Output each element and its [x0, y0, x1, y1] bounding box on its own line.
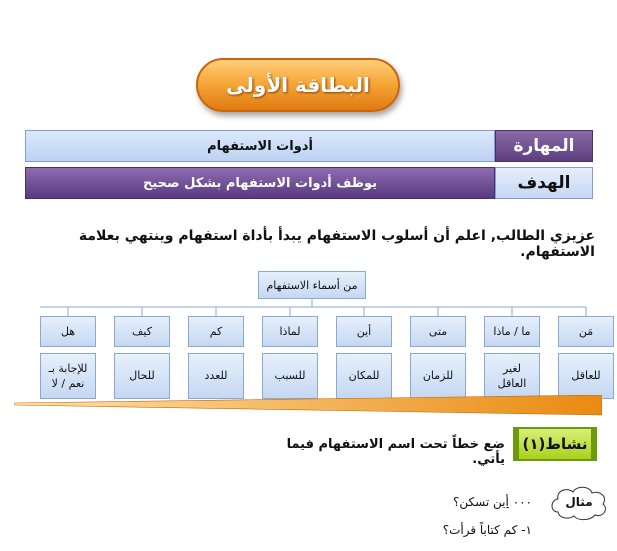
exercise-number: ١- — [521, 523, 532, 537]
intro-text: عزيزي الطالب, اعلم أن أسلوب الاستفهام يبدأ بأداة استفهام وينتهي بعلامة الاستفهام. — [78, 228, 595, 260]
skill-value: أدوات الاستفهام — [25, 130, 495, 162]
tool-box: كيف — [114, 316, 170, 347]
wedge-divider — [14, 395, 602, 419]
activity-badge: نشاط(١) — [513, 427, 597, 461]
goal-label: الهدف — [495, 167, 593, 199]
use-box: للحال — [114, 353, 170, 399]
use-box: للزمان — [410, 353, 466, 399]
tool-box: لماذا — [262, 316, 318, 347]
exercise-text: كم كتاباً قرأت؟ — [442, 523, 518, 537]
use-box: لغير العاقل — [484, 353, 540, 399]
tool-box: ما / ماذا — [484, 316, 540, 347]
use-box: للسبب — [262, 353, 318, 399]
example-underlined-word: أين — [493, 495, 509, 509]
exercise-item-1 — [232, 523, 532, 537]
goal-value: يوظف أدوات الاستفهام بشكل صحيح — [25, 167, 495, 199]
example-rest: تسكن؟ — [453, 495, 494, 509]
example-label: مثال — [565, 495, 593, 509]
example-sentence — [232, 495, 532, 509]
skill-row — [25, 130, 593, 162]
card-title: البطاقة الأولى — [196, 58, 400, 112]
use-box: للإجابة بـ نعم / لا — [40, 353, 96, 399]
tool-box: كم — [188, 316, 244, 347]
goal-row — [25, 167, 593, 199]
use-box: للعدد — [188, 353, 244, 399]
tree-root: من أسماء الاستفهام — [258, 271, 366, 299]
use-box: للعاقل — [558, 353, 614, 399]
tool-box: متى — [410, 316, 466, 347]
example-prefix: ٠٠٠ — [512, 495, 532, 509]
tool-box: مَن — [558, 316, 614, 347]
tool-box: أين — [336, 316, 392, 347]
skill-label: المهارة — [495, 130, 593, 162]
use-box: للمكان — [336, 353, 392, 399]
tool-box: هل — [40, 316, 96, 347]
activity-instruction: ضع خطاً تحت اسم الاستفهام فيما يأتي. — [286, 437, 505, 467]
